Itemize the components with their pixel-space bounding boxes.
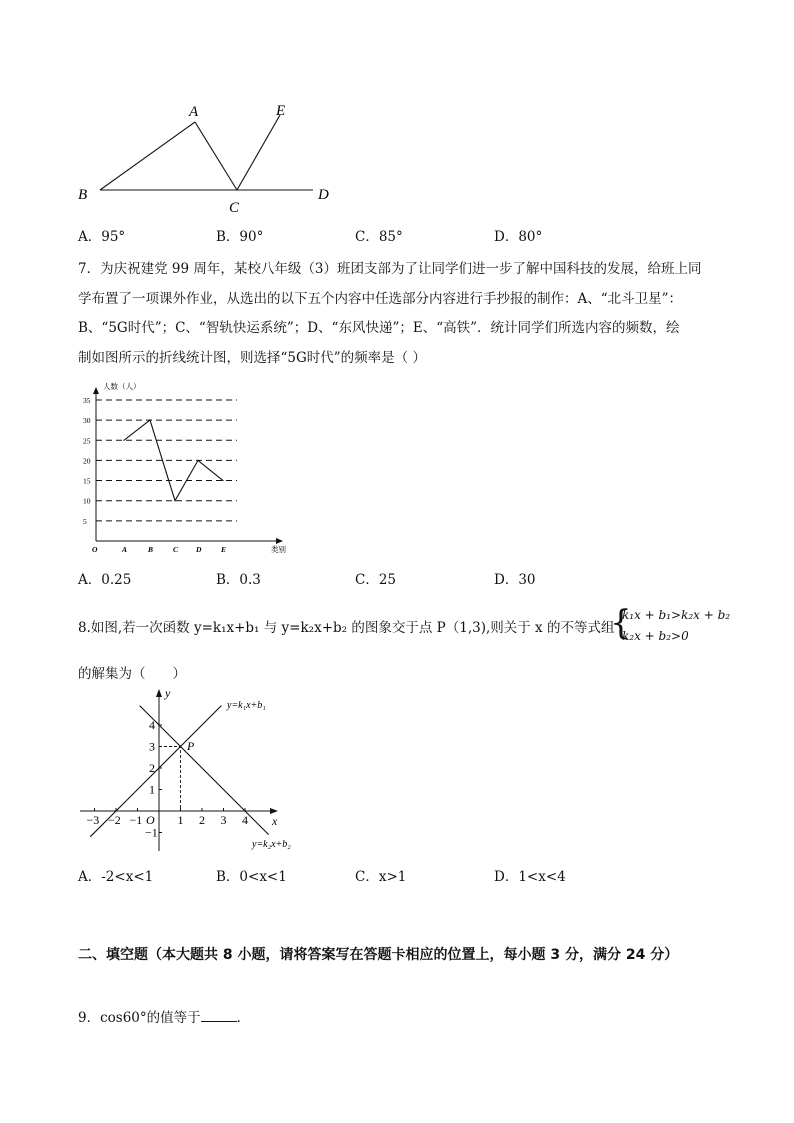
- x-tick-label: 1: [177, 813, 184, 827]
- q8-line-2: 的解集为（ ）: [78, 666, 186, 682]
- line2-label: y=k₂x+b₂: [252, 839, 291, 850]
- section-2-heading: 二、填空题（本大题共 8 小题，请将答案写在答题卡相应的位置上，每小题 3 分，满分 24 分）: [78, 947, 679, 963]
- y-tick-label: 25: [83, 436, 91, 446]
- x-tick-label: D: [196, 545, 202, 554]
- q8-option-c: C．x>1: [355, 869, 407, 885]
- y-axis-label: y: [165, 686, 171, 700]
- q7-line-3: B、“5G时代”；C、“智轨快运系统”；D、“东风快递”；E、“高铁”．统计同学们所选内容的频数，绘: [78, 320, 680, 336]
- x-axis-label: 类别: [271, 545, 286, 554]
- x-tick-label: 3: [220, 813, 227, 827]
- point-p-label: P: [187, 739, 195, 753]
- y-tick-label: 20: [83, 456, 91, 466]
- q7-option-d: D．30: [494, 572, 536, 588]
- label-b: B: [78, 187, 88, 203]
- q7-option-c: C．25: [355, 572, 397, 588]
- y-tick-label: 3: [149, 739, 155, 754]
- y-tick-label: 10: [83, 496, 91, 506]
- x-tick-label: E: [221, 545, 227, 554]
- x-tick-label: −2: [108, 813, 121, 827]
- q7-line-1: 7．为庆祝建党 99 周年，某校八年级（3）班团支部为了让同学们进一步了解中国科技的发展，给班上同: [78, 261, 702, 277]
- q6-option-d: D．80°: [494, 229, 543, 245]
- x-tick-label: B: [148, 545, 154, 554]
- q7-option-b: B．0.3: [216, 572, 261, 588]
- y-tick-label: 5: [83, 516, 87, 526]
- y-tick-label: −1: [145, 825, 158, 840]
- y-axis-label: 人数（人）: [103, 382, 141, 391]
- x-tick-label: 4: [242, 813, 248, 827]
- y-tick-label: 2: [149, 761, 155, 775]
- brace-icon: {: [610, 603, 632, 643]
- label-c: C: [229, 200, 240, 216]
- q9-answer-blank[interactable]: [201, 1009, 237, 1022]
- x-tick-label: 2: [199, 813, 205, 827]
- q8-line-1: 8.如图,若一次函数 y=k₁x+b₁ 与 y=k₂x+b₂ 的图象交于点 P（1,3),则关于 x 的不等式组: [78, 620, 615, 636]
- label-e: E: [276, 103, 286, 119]
- x-axis-label: x: [272, 814, 278, 828]
- q8-option-b: B．0<x<1: [216, 869, 287, 885]
- y-tick-label: 15: [83, 476, 91, 486]
- x-tick-label: C: [173, 545, 179, 554]
- x-tick-label: −1: [129, 813, 143, 827]
- y-tick-label: 30: [83, 416, 91, 426]
- q7-line-2: 学布置了一项课外作业，从选出的以下五个内容中任选部分内容进行手抄报的制作：A、“北斗卫星”：: [78, 291, 683, 307]
- origin-label: O: [92, 545, 98, 554]
- y-axis-arrow-icon: [156, 689, 162, 697]
- q9-text: 9．cos60°的值等于: [78, 1010, 201, 1026]
- x-tick-label: A: [122, 545, 128, 554]
- q6-option-c: C．85°: [355, 229, 403, 245]
- x-tick-label: −3: [86, 813, 100, 827]
- q9-period: ．: [236, 1010, 251, 1026]
- point-p-guides: [159, 747, 181, 812]
- line1-label: y=k₁x+b₁: [227, 700, 266, 711]
- y-tick-label: 4: [149, 718, 155, 732]
- q7-option-a: A．0.25: [78, 572, 132, 588]
- q7-line-4: 制如图所示的折线统计图，则选择“5G时代”的频率是（ ）: [78, 350, 426, 366]
- y-tick-label: 35: [83, 395, 91, 405]
- q8-option-a: A．-2<x<1: [78, 869, 154, 885]
- q8-system-line-1: k₁x + b₁>k₂x + b₂: [622, 608, 731, 622]
- q6-option-b: B．90°: [216, 229, 264, 245]
- q6-option-a: A．95°: [78, 229, 126, 245]
- label-a: A: [189, 104, 199, 120]
- origin-label: O: [146, 813, 155, 827]
- label-d: D: [318, 187, 329, 203]
- q9: [78, 1009, 250, 1027]
- q8-system-line-2: k₂x + b₂>0: [622, 629, 689, 643]
- y-tick-label: 1: [149, 782, 155, 797]
- q8-option-d: D．1<x<4: [494, 869, 566, 885]
